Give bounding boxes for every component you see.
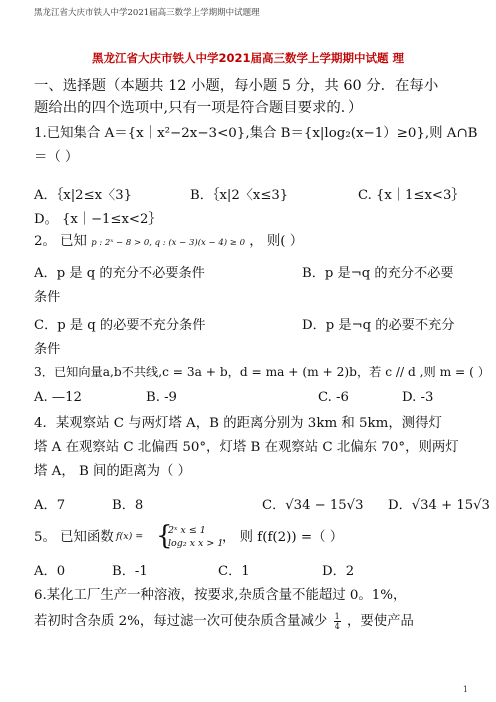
q2-stem-suffix: ， 则( ） xyxy=(249,234,304,249)
q6-stem-line2 xyxy=(34,612,414,631)
q1-stem-line2: ＝（ ） xyxy=(34,150,79,165)
q2-option-c: C．p 是 q 的必要不充分条件 xyxy=(34,318,206,333)
q6-stem-line2-pre: 若初时含杂质 2%，每过滤一次可使杂质含量减少 xyxy=(34,614,328,629)
running-header: 黑龙江省大庆市铁人中学2021届高三数学上学期期中试题理 xyxy=(34,8,260,18)
q5-brace-icon: { xyxy=(156,521,173,551)
q4-option-b: B．8 xyxy=(112,498,144,513)
q5-stem-suffix: ， 则 f(f(2)) =（ ） xyxy=(222,530,344,545)
q2-stem xyxy=(34,234,303,251)
q6-stem-line2-post: ，要使产品 xyxy=(346,614,414,629)
q2-option-a: A．p 是 q 的充分不必要条件 xyxy=(34,266,205,281)
q5-case-1: 2ˣ x ≤ 1 xyxy=(168,525,206,536)
q6-fraction-numerator: 1 xyxy=(334,612,340,621)
q5-option-d: D．2 xyxy=(322,564,355,579)
q1-stem-line1: 1.已知集合 A＝{x｜x²−2x−3<0},集合 B＝{x|log₂(x−1）≥0},则 A∩B xyxy=(34,126,478,141)
q2-option-b-continued: 条件 xyxy=(34,290,61,305)
q5-stem-prefix: 5。 已知函数 xyxy=(34,530,114,545)
q3-option-b: B. -9 xyxy=(146,390,177,405)
q2-option-b: B．p 是¬q 的充分不必要 xyxy=(302,266,454,281)
q4-stem-line1: 4．某观察站 C 与两灯塔 A，B 的距离分别为 3km 和 5km，测得灯 xyxy=(34,416,442,431)
q2-option-d: D．p 是¬q 的必要不充分 xyxy=(302,318,455,333)
q4-option-c: C．√34 − 15√3 xyxy=(262,498,364,513)
section-instructions-line2: 题给出的四个选项中,只有一项是符合题目要求的．） xyxy=(34,100,363,116)
q5-function-name: f(x) = xyxy=(116,531,144,542)
q5-option-a: A．0 xyxy=(34,564,66,579)
page-number: 1 xyxy=(462,685,468,694)
q1-option-a: A．｛x|2≤x〈3} xyxy=(34,188,133,203)
q2-condition: p : 2ˣ − 8 > 0, q : (x − 3)(x − 4) ≥ 0 xyxy=(91,238,245,248)
q1-option-b: B．｛x|2〈x≤3} xyxy=(190,188,289,203)
section-instructions-line1: 一、选择题（本题共 12 小题，每小题 5 分，共 60 分．在每小 xyxy=(34,78,439,94)
q1-option-c: C. {x｜1≤x<3｝ xyxy=(358,188,465,203)
q4-stem-line3: 塔 A， B 间的距离为（ ） xyxy=(34,464,192,479)
q6-fraction xyxy=(334,612,341,631)
q3-option-d: D. -3 xyxy=(402,390,434,405)
q2-option-d-continued: 条件 xyxy=(34,342,61,357)
q6-stem-line1: 6.某化工厂生产一种溶液，按要求,杂质含量不能超过 0。1%， xyxy=(34,588,407,603)
q5-stem xyxy=(34,530,114,546)
q5-case-2: log₂ x x > 1 xyxy=(168,538,224,549)
q5-option-b: B．-1 xyxy=(112,564,148,579)
q4-stem-line2: 塔 A 在观察站 C 北偏西 50°，灯塔 B 在观察站 C 北偏东 70°，则两灯 xyxy=(34,440,459,455)
q3-option-a: A. —12 xyxy=(34,390,82,405)
q3-option-c: C. -6 xyxy=(318,390,349,405)
q5-option-c: C．1 xyxy=(218,564,250,579)
q1-option-d: D。 {x｜−1≤x<2｝ xyxy=(34,212,162,227)
q4-option-d: D．√34 + 15√3 xyxy=(388,498,490,513)
exam-title: 黑龙江省大庆市铁人中学2021届高三数学上学期期中试题 理 xyxy=(91,51,404,65)
q2-stem-prefix: 2。 已知 xyxy=(34,234,87,249)
q6-fraction-denominator: 4 xyxy=(334,622,340,631)
q4-option-a: A．7 xyxy=(34,498,66,513)
q3-stem: 3．已知向量a,b不共线,c = 3a + b，d = ma + (m + 2)b，若 c // d ,则 m = ( ） xyxy=(34,365,490,379)
